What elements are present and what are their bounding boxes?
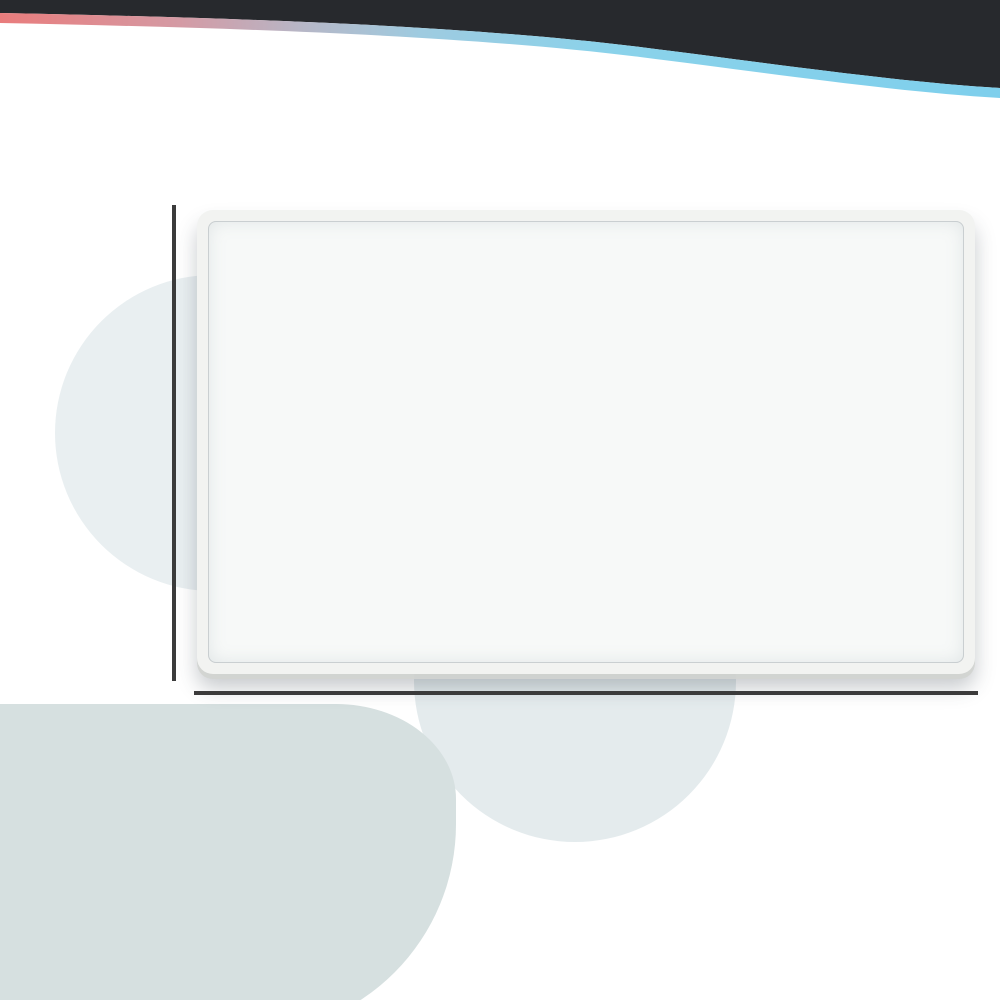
feature-panel bbox=[0, 704, 456, 1000]
header-wave-banner bbox=[0, 0, 1000, 130]
height-dimension-line bbox=[172, 205, 176, 681]
bath-mat-print-area bbox=[208, 221, 964, 663]
feature-list bbox=[0, 704, 456, 730]
product-image-bath-mat bbox=[197, 210, 975, 674]
width-dimension-line bbox=[194, 691, 978, 695]
wave-swirl-pattern bbox=[208, 221, 964, 663]
